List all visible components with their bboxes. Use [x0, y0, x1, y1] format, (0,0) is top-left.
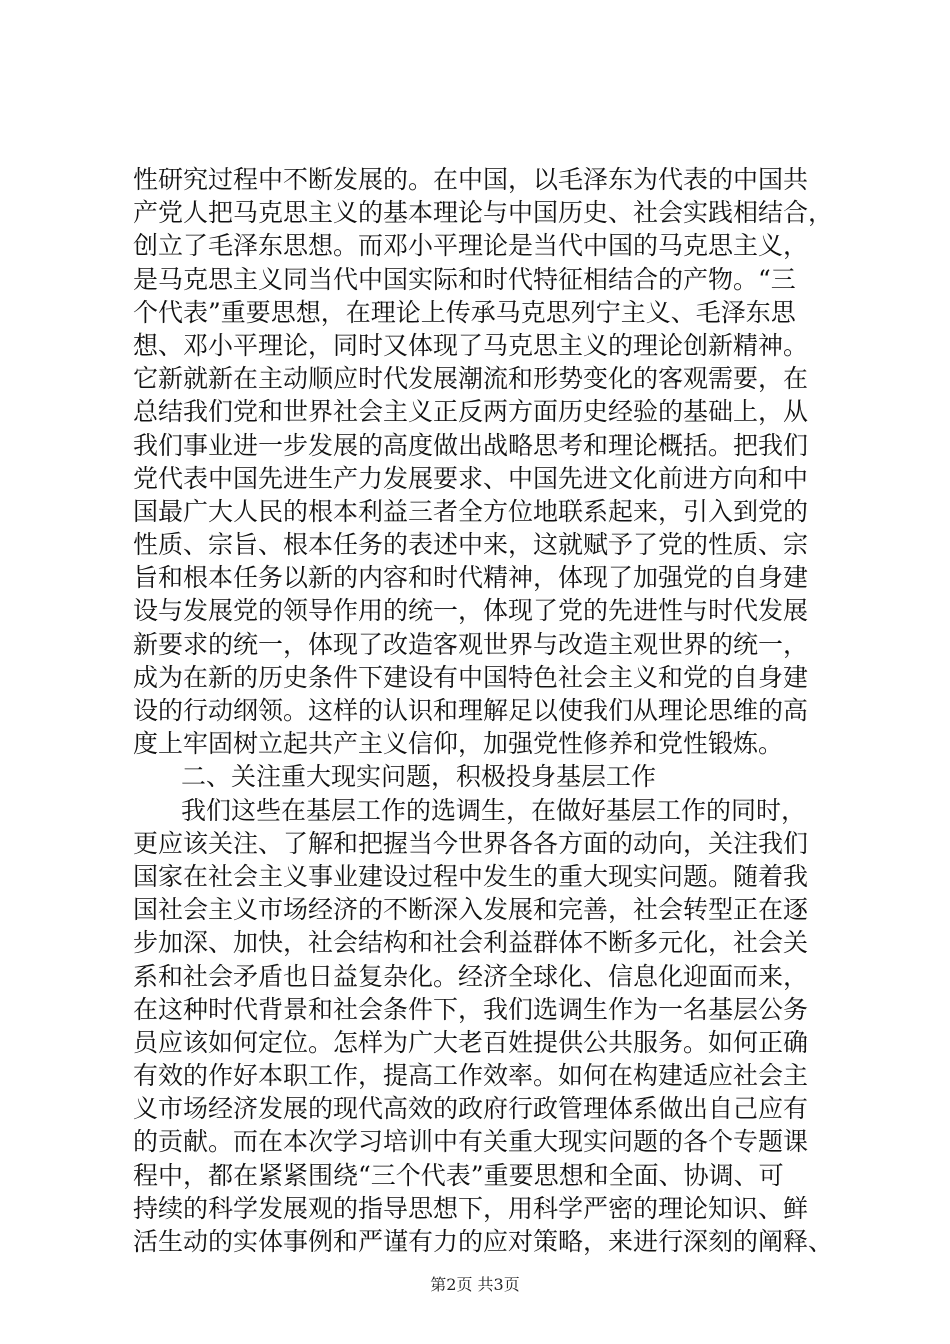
text-line: 国家在社会主义事业建设过程中发生的重大现实问题。随着我	[133, 861, 809, 891]
text-line: 系和社会矛盾也日益复杂化。经济全球化、信息化迎面而来，	[133, 961, 809, 991]
text-line: 产党人把马克思主义的基本理论与中国历史、社会实践相结合，	[133, 198, 834, 228]
text-line: 设的行动纲领。这样的认识和理解足以使我们从理论思维的高	[133, 696, 809, 725]
page-footer: 第2页 共3页	[430, 1275, 520, 1294]
text-line: 义市场经济发展的现代高效的政府行政管理体系做出自己应有	[133, 1094, 809, 1124]
text-line: 是马克思主义同当代中国实际和时代特征相结合的产物。“三	[133, 264, 796, 294]
text-line: 它新就新在主动顺应时代发展潮流和形势变化的客观需要，在	[133, 364, 809, 394]
text-line: 创立了毛泽东思想。而邓小平理论是当代中国的马克思主义，	[133, 231, 809, 261]
text-line: 程中，都在紧紧围绕“三个代表”重要思想和全面、协调、可	[133, 1160, 784, 1190]
text-line: 步加深、加快，社会结构和社会利益群体不断多元化，社会关	[133, 928, 809, 958]
text-line: 性研究过程中不断发展的。在中国，以毛泽东为代表的中国共	[133, 165, 809, 194]
text-line: 我们这些在基层工作的选调生，在做好基层工作的同时，	[181, 795, 807, 825]
text-line: 总结我们党和世界社会主义正反两方面历史经验的基础上，从	[133, 397, 809, 427]
text-line: 我们事业进一步发展的高度做出战略思考和理论概括。把我们	[133, 430, 809, 460]
text-line: 员应该如何定位。怎样为广大老百姓提供公共服务。如何正确	[133, 1027, 809, 1057]
text-line: 新要求的统一，体现了改造客观世界与改造主观世界的统一，	[133, 629, 809, 659]
text-line: 想、邓小平理论，同时又体现了马克思主义的理论创新精神。	[133, 330, 809, 360]
text-line: 个代表”重要思想，在理论上传承马克思列宁主义、毛泽东思	[133, 297, 796, 327]
text-line: 更应该关注、了解和把握当今世界各各方面的动向，关注我们	[133, 828, 809, 858]
text-line: 的贡献。而在本次学习培训中有关重大现实问题的各个专题课	[133, 1127, 809, 1157]
text-line: 国最广大人民的根本利益三者全方位地联系起来，引入到党的	[133, 496, 809, 526]
text-line: 旨和根本任务以新的内容和时代精神，体现了加强党的自身建	[133, 563, 809, 593]
text-line: 国社会主义市场经济的不断深入发展和完善，社会转型正在逐	[133, 895, 809, 925]
text-line: 持续的科学发展观的指导思想下，用科学严密的理论知识、鲜	[133, 1193, 809, 1223]
text-line: 成为在新的历史条件下建设有中国特色社会主义和党的自身建	[133, 662, 809, 692]
text-line: 党代表中国先进生产力发展要求、中国先进文化前进方向和中	[133, 463, 809, 493]
text-line: 活生动的实体事例和严谨有力的应对策略，来进行深刻的阐释、	[133, 1227, 834, 1256]
text-line: 在这种时代背景和社会条件下，我们选调生作为一名基层公务	[133, 994, 809, 1024]
body-text	[133, 163, 853, 1258]
text-line: 设与发展党的领导作用的统一，体现了党的先进性与时代发展	[133, 596, 809, 626]
text-line: 度上牢固树立起共产主义信仰，加强党性修养和党性锻炼。	[133, 729, 784, 759]
text-line: 性质、宗旨、根本任务的表述中来，这就赋予了党的性质、宗	[133, 530, 809, 560]
text-line: 有效的作好本职工作，提高工作效率。如何在构建适应社会主	[133, 1061, 809, 1091]
text-line: 二、关注重大现实问题，积极投身基层工作	[181, 762, 657, 792]
